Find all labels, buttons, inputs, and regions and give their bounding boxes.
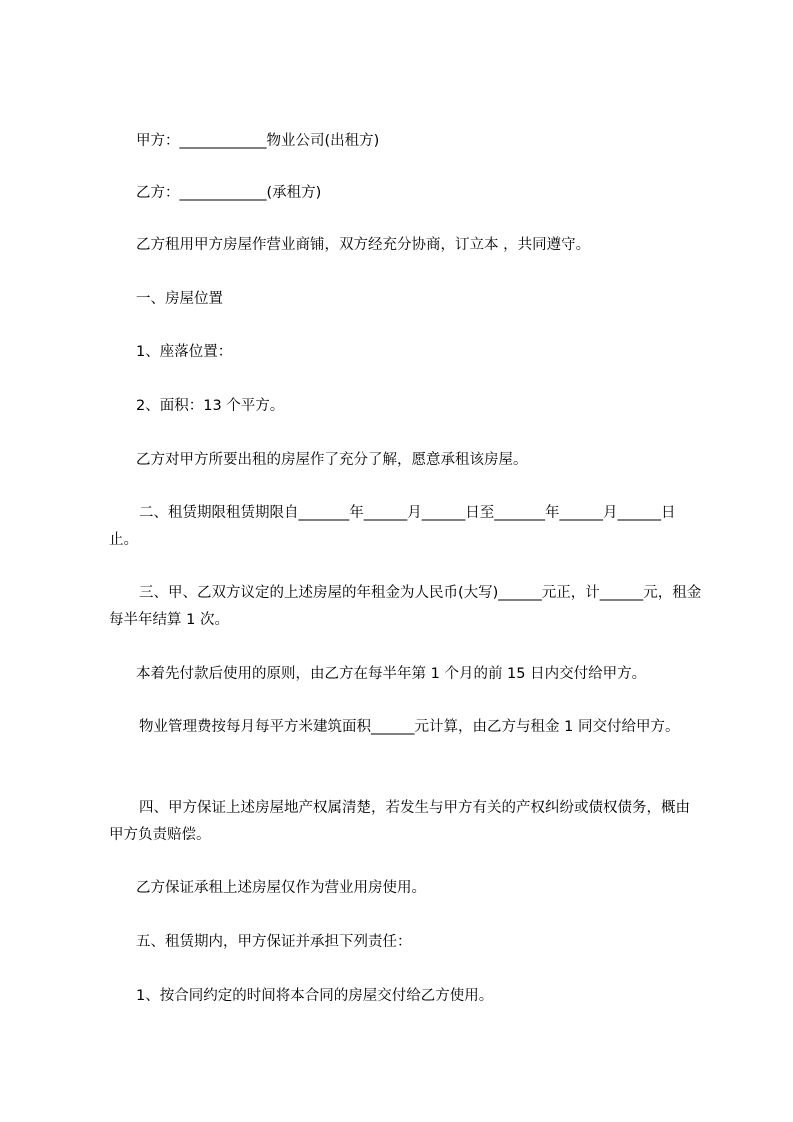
section-1-heading: 一、房屋位置 [136,291,223,307]
party-a-line: 甲方：____________物业公司(出租方) [136,133,380,149]
party-b-line: 乙方：____________(承租方) [136,185,322,201]
section-5-heading: 五、租赁期内，甲方保证并承担下列责任： [136,934,412,950]
section-2-lease-term: 二、租赁期限租赁期限自_______年______月______日至_______年______月______日止。 [109,505,676,548]
section-3-rent: 三、甲、乙双方议定的上述房屋的年租金为人民币(大写)______元正，计______元，租金每半年结算 1 次。 [109,585,702,628]
area-line: 2、面积：13 个平方。 [136,398,285,414]
location-line: 1、座落位置： [136,344,233,360]
property-fee-paragraph: 物业管理费按每月每平方米建筑面积______元计算，由乙方与租金 1 同交付给甲方。 [139,719,680,735]
delivery-paragraph: 1、按合同约定的时间将本合同的房屋交付给乙方使用。 [136,988,494,1004]
intro-paragraph: 乙方租用甲方房屋作营业商铺，双方经充分协商，订立本 ，共同遵守。 [136,237,591,253]
section-4-ownership: 四、甲方保证上述房屋地产权属清楚，若发生与甲方有关的产权纠纷或债权债务，概由甲方负责赔偿。 [109,800,690,843]
understanding-paragraph: 乙方对甲方所要出租的房屋作了充分了解，愿意承租该房屋。 [136,452,528,468]
payment-paragraph: 本着先付款后使用的原则，由乙方在每半年第 1 个月的前 15 日内交付给甲方。 [136,666,647,682]
usage-paragraph: 乙方保证承租上述房屋仅作为营业用房使用。 [136,880,426,896]
